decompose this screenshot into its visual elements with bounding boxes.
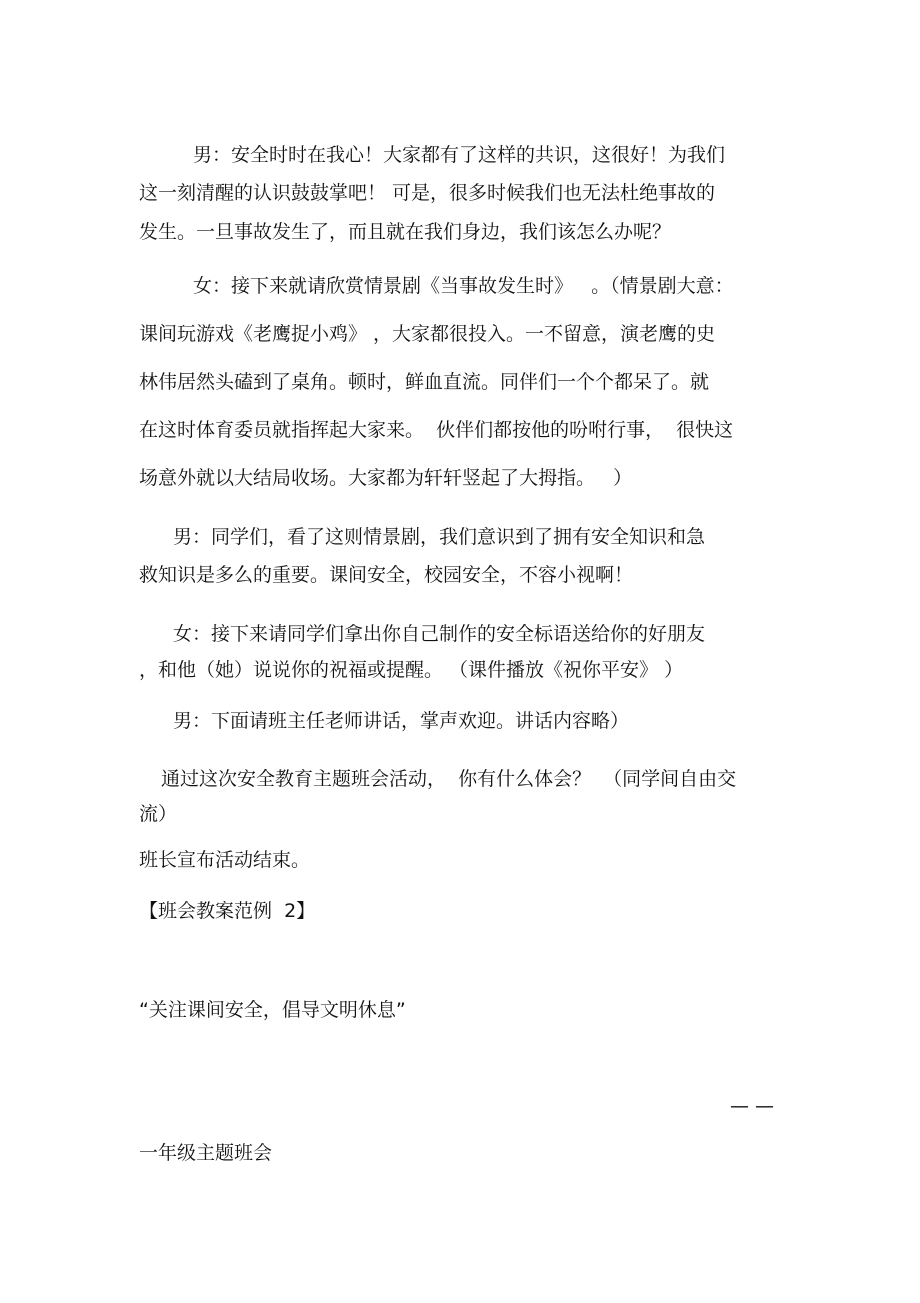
text-line: 场意外就以大结局收场。大家都为轩轩竖起了大拇指。 ） <box>139 467 633 489</box>
quote-title: “关注课间安全，倡导文明休息” <box>139 999 406 1021</box>
text-line: 男：同学们，看了这则情景剧，我们意识到了拥有安全知识和急 <box>173 526 706 548</box>
text-line: ，和他（她）说说你的祝福或提醒。 （课件播放《祝你平安》 ） <box>139 659 684 681</box>
text-line: 流） <box>139 803 178 825</box>
text-line: 发生。一旦事故发生了，而且就在我们身边，我们该怎么办呢？ <box>139 221 672 243</box>
text-line: 通过这次安全教育主题班会活动， 你有什么体会？ （同学间自由交 <box>161 768 737 790</box>
text-line: 这一刻清醒的认识鼓鼓掌吧！ 可是，很多时候我们也无法杜绝事故的 <box>139 182 716 204</box>
text-line: 救知识是多么的重要。课间安全，校园安全，不容小视啊！ <box>139 564 634 586</box>
text-line: 男：下面请班主任老师讲话，掌声欢迎。讲话内容略） <box>173 710 630 732</box>
text-line: 男：安全时时在我心！大家都有了这样的共识，这很好！为我们 <box>193 144 726 166</box>
subtitle: 一年级主题班会 <box>139 1142 273 1164</box>
text-line: 女：接下来请同学们拿出你自己制作的安全标语送给你的好朋友 <box>173 623 706 645</box>
text-line: 班长宣布活动结束。 <box>139 849 311 871</box>
dash-separator: — — <box>730 1095 775 1117</box>
text-line: 在这时体育委员就指挥起大家来。 伙伴们都按他的吩咐行事， 很快这 <box>139 419 734 441</box>
section-heading: 【班会教案范例 2】 <box>139 900 316 922</box>
text-line: 课间玩游戏《老鹰捉小鸡》 ，大家都很投入。一不留意，演老鹰的史 <box>139 323 716 345</box>
text-line: 女：接下来就请欣赏情景剧《当事故发生时》 。（情景剧大意： <box>193 275 734 297</box>
text-line: 林伟居然头磕到了桌角。顿时，鲜血直流。同伴们一个个都呆了。就 <box>139 371 710 393</box>
